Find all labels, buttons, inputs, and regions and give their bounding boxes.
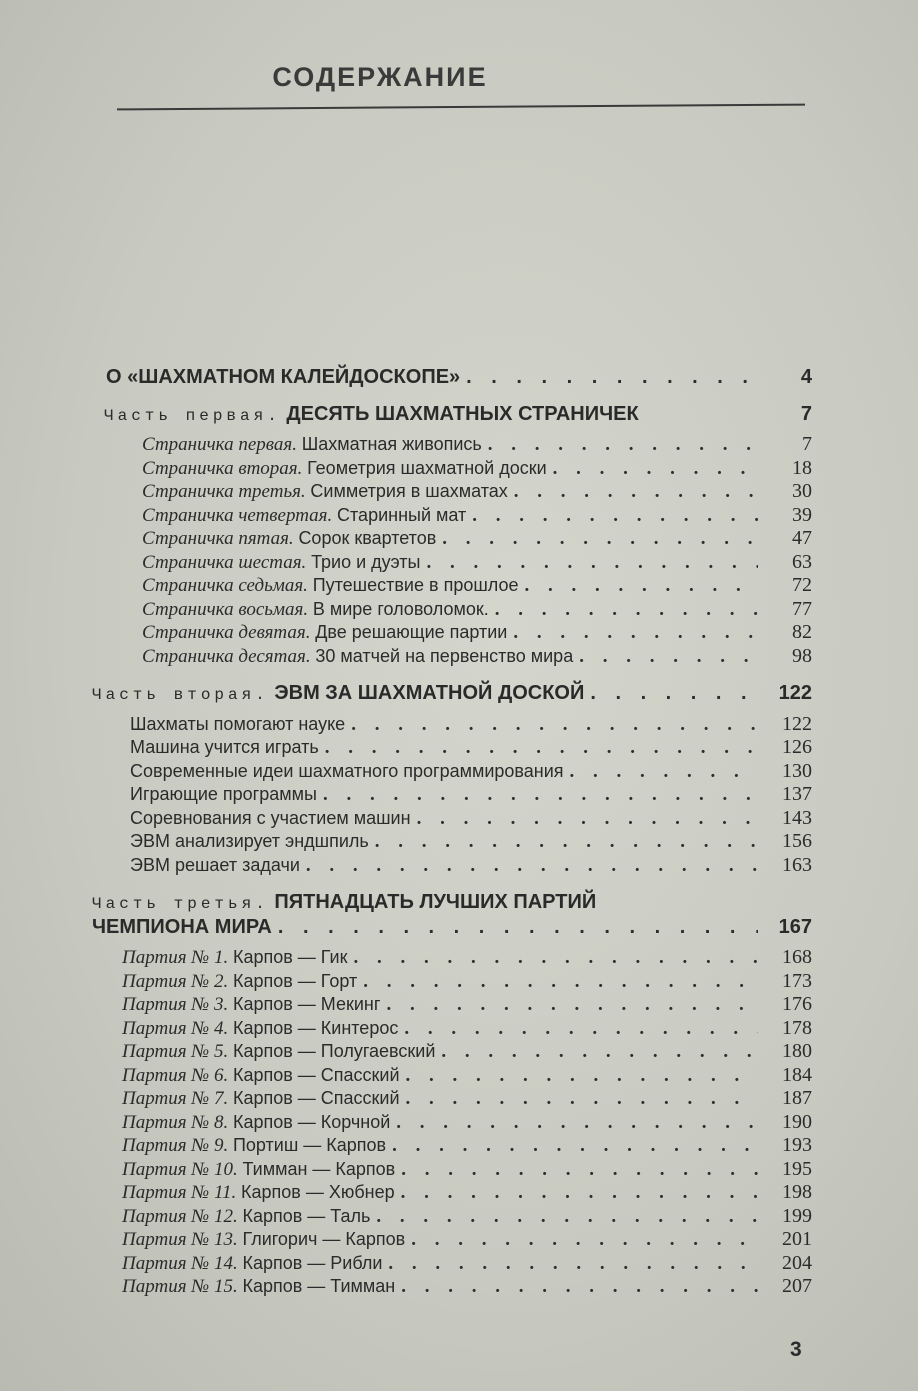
leader-dots xyxy=(426,552,758,575)
toc-entry xyxy=(92,1134,812,1158)
toc-entry-text: Карпов — Спасский xyxy=(232,1064,400,1085)
leader-dots xyxy=(553,458,758,481)
toc-entry-lead: Партия № 13. xyxy=(122,1229,238,1250)
toc-entry-lead: Страничка девятая. xyxy=(142,622,311,643)
toc-entry-text: ЭВМ решает задачи xyxy=(130,854,300,875)
toc-entry xyxy=(92,574,812,598)
toc-entry-text: Карпов — Полугаевский xyxy=(232,1041,436,1061)
toc-entry-page: 204 xyxy=(782,1251,812,1274)
page-title: СОДЕРЖАНИЕ xyxy=(272,62,488,92)
toc-entry-page: 137 xyxy=(782,783,812,805)
toc-entry-lead: Страничка вторая. xyxy=(142,457,303,479)
toc-entry-lead: Партия № 14. xyxy=(122,1252,238,1274)
toc-entry-text: Играющие программы xyxy=(130,784,317,804)
leader-dots xyxy=(401,1159,758,1182)
toc-entry-text: Путешествие в прошлое xyxy=(312,575,519,595)
toc-entry-page: 63 xyxy=(792,550,812,573)
toc-entry-lead: Страничка четвертая. xyxy=(142,504,333,526)
toc-entry-text: Карпов — Рибли xyxy=(242,1252,383,1273)
toc-entry-text: Карпов — Корчной xyxy=(232,1111,391,1132)
toc-entry-page: 122 xyxy=(782,712,812,735)
leader-dots xyxy=(441,1041,758,1064)
toc-entry-lead: Партия № 12. xyxy=(122,1205,238,1227)
toc-entry-page: 193 xyxy=(782,1134,812,1156)
leader-dots xyxy=(396,1112,758,1135)
leader-dots xyxy=(525,575,758,598)
leader-dots xyxy=(406,1088,758,1111)
toc-entry-page: 178 xyxy=(782,1016,812,1039)
toc-entry-text: Сорок квартетов xyxy=(298,528,437,548)
toc-intro-text: О «ШАХМАТНОМ КАЛЕЙДОСКОПЕ» xyxy=(106,366,461,388)
part3-list xyxy=(92,946,812,1299)
toc-entry-lead: Партия № 8. xyxy=(122,1111,229,1133)
toc-entry xyxy=(92,1275,812,1299)
toc-entry-text: Карпов — Горт xyxy=(232,970,358,991)
toc-entry xyxy=(92,946,812,970)
leader-dots xyxy=(513,622,758,645)
leader-dots xyxy=(406,1065,758,1088)
toc-entry-page: 173 xyxy=(782,969,812,992)
leader-dots xyxy=(376,1206,758,1229)
toc-part1-heading xyxy=(92,403,812,428)
toc-entry xyxy=(92,1252,812,1276)
part2-prefix: Часть вторая. xyxy=(92,686,269,704)
part1-prefix: Часть первая. xyxy=(104,406,281,425)
toc-entry-page: 198 xyxy=(782,1181,812,1203)
toc-entry-text: Карпов — Кинтерос xyxy=(232,1017,399,1038)
toc-entry-lead: Партия № 6. xyxy=(122,1064,229,1086)
leader-dots xyxy=(579,646,758,669)
toc-entry-lead: Страничка десятая. xyxy=(142,645,311,667)
part2-title: ЭВМ ЗА ШАХМАТНОЙ ДОСКОЙ xyxy=(274,682,585,704)
toc-intro-page: 4 xyxy=(800,366,812,388)
toc-entry-lead: Партия № 3. xyxy=(122,994,229,1015)
toc-entry-text: В мире головоломок. xyxy=(312,598,489,619)
leader-dots xyxy=(325,737,758,760)
toc-intro xyxy=(92,366,812,389)
toc-entry-text: Симметрия в шахматах xyxy=(310,481,508,501)
leader-dots xyxy=(514,481,758,504)
title-rule xyxy=(117,104,805,111)
part3-title-line2: ЧЕМПИОНА МИРА xyxy=(92,915,272,938)
toc-entry xyxy=(92,457,812,481)
toc-entry-page: 77 xyxy=(792,597,812,620)
toc-entry xyxy=(92,645,812,669)
toc-entry-lead: Партия № 7. xyxy=(122,1088,229,1109)
toc-entry-page: 207 xyxy=(782,1275,812,1297)
toc-entry-page: 156 xyxy=(782,830,812,852)
leader-dots xyxy=(388,1253,758,1276)
toc-entry xyxy=(92,527,812,551)
toc-entry-lead: Страничка седьмая. xyxy=(142,575,308,596)
toc-entry xyxy=(92,830,812,854)
leader-dots xyxy=(411,1229,758,1252)
toc-entry-text: Соревнования с участием машин xyxy=(130,807,411,828)
toc-entry-text: Две решающие партии xyxy=(315,622,508,642)
leader-dots xyxy=(386,994,758,1017)
toc-entry xyxy=(92,783,812,807)
toc-entry-page: 168 xyxy=(782,946,812,968)
toc-entry-text: Карпов — Таль xyxy=(242,1205,371,1226)
toc-entry xyxy=(92,1228,812,1252)
toc-entry-text: 30 матчей на первенство мира xyxy=(315,645,574,666)
toc-entry-page: 47 xyxy=(792,527,812,549)
toc-entry xyxy=(92,736,812,760)
toc-part2-heading xyxy=(92,682,812,707)
toc-part3-heading-line2 xyxy=(92,916,812,939)
leader-dots xyxy=(401,1182,758,1205)
toc-entry-text: Карпов — Мекинг xyxy=(232,994,381,1014)
toc-entry-text: Геометрия шахматной доски xyxy=(307,457,547,478)
toc-entry xyxy=(92,621,812,645)
leader-dots xyxy=(323,784,758,807)
toc-entry-text: Современные идеи шахматного программирования xyxy=(130,760,564,781)
table-of-contents xyxy=(92,366,812,1299)
toc-entry-lead: Страничка первая. xyxy=(142,434,297,455)
toc-entry xyxy=(92,713,812,737)
toc-entry xyxy=(92,480,812,504)
toc-entry xyxy=(92,598,812,622)
toc-entry-lead: Страничка третья. xyxy=(142,481,306,502)
toc-entry-lead: Партия № 11. xyxy=(122,1182,237,1203)
toc-entry xyxy=(92,504,812,528)
toc-entry-page: 126 xyxy=(782,736,812,758)
toc-entry-page: 18 xyxy=(792,456,812,479)
toc-entry-page: 184 xyxy=(782,1063,812,1086)
toc-entry xyxy=(92,807,812,831)
toc-entry xyxy=(92,854,812,878)
leader-dots xyxy=(351,714,758,737)
part1-list xyxy=(92,433,812,668)
part3-page: 167 xyxy=(778,915,812,938)
part2-list xyxy=(92,713,812,878)
leader-dots xyxy=(590,682,758,705)
toc-entry-lead: Партия № 1. xyxy=(122,947,229,968)
leader-dots xyxy=(404,1018,758,1041)
toc-entry-page: 130 xyxy=(782,759,812,782)
leader-dots xyxy=(278,916,758,939)
toc-entry xyxy=(92,1017,812,1041)
toc-entry-page: 190 xyxy=(782,1110,812,1133)
leader-dots xyxy=(306,855,758,878)
leader-dots xyxy=(353,947,758,970)
leader-dots xyxy=(570,761,758,784)
toc-entry xyxy=(92,1087,812,1111)
toc-entry-lead: Партия № 2. xyxy=(122,970,229,992)
toc-part3-heading xyxy=(92,891,812,916)
leader-dots xyxy=(401,1276,758,1299)
leader-dots xyxy=(466,366,758,389)
toc-entry-text: ЭВМ анализирует эндшпиль xyxy=(130,831,369,851)
part2-page: 122 xyxy=(778,682,812,704)
toc-entry-text: Шахматы помогают науке xyxy=(130,713,346,734)
toc-entry xyxy=(92,433,812,457)
toc-entry-lead: Партия № 9. xyxy=(122,1135,229,1156)
toc-entry xyxy=(92,551,812,575)
toc-entry xyxy=(92,1158,812,1182)
toc-entry-page: 72 xyxy=(792,574,812,596)
toc-entry-text: Тимман — Карпов xyxy=(242,1158,396,1179)
toc-entry-text: Старинный мат xyxy=(337,504,467,525)
toc-entry-lead: Партия № 5. xyxy=(122,1041,229,1062)
toc-entry xyxy=(92,970,812,994)
toc-entry-text: Трио и дуэты xyxy=(311,551,421,572)
toc-entry-text: Глигорич — Карпов xyxy=(242,1229,406,1249)
toc-entry-text: Карпов — Тимман xyxy=(242,1276,396,1296)
leader-dots xyxy=(442,528,758,551)
toc-entry-lead: Партия № 15. xyxy=(122,1276,238,1297)
toc-entry-text: Портиш — Карпов xyxy=(232,1135,387,1155)
part3-prefix: Часть третья. xyxy=(92,895,269,913)
leader-dots xyxy=(417,808,758,831)
toc-entry-page: 30 xyxy=(792,480,812,502)
leader-dots xyxy=(472,505,758,528)
toc-entry-page: 180 xyxy=(782,1040,812,1062)
toc-entry-lead: Страничка шестая. xyxy=(142,551,307,573)
toc-entry-page: 39 xyxy=(792,503,812,526)
toc-entry-lead: Партия № 4. xyxy=(122,1017,229,1039)
part1-title: ДЕСЯТЬ ШАХМАТНЫХ СТРАНИЧЕК xyxy=(286,402,639,425)
toc-entry-lead: Партия № 10. xyxy=(122,1158,238,1180)
toc-entry-page: 163 xyxy=(782,853,812,876)
toc-entry-page: 201 xyxy=(782,1228,812,1250)
toc-entry xyxy=(92,760,812,784)
toc-entry-text: Карпов — Гик xyxy=(232,947,348,967)
toc-entry-page: 199 xyxy=(782,1204,812,1227)
toc-entry xyxy=(92,993,812,1017)
leader-dots xyxy=(375,831,758,854)
toc-entry-page: 195 xyxy=(782,1157,812,1180)
toc-entry xyxy=(92,1064,812,1088)
leader-dots xyxy=(363,971,758,994)
toc-entry-page: 82 xyxy=(792,621,812,643)
toc-entry-page: 7 xyxy=(802,433,812,455)
toc-entry-page: 98 xyxy=(792,644,812,667)
toc-entry-text: Машина учится играть xyxy=(130,737,319,757)
toc-entry xyxy=(92,1040,812,1064)
toc-entry-lead: Страничка восьмая. xyxy=(142,598,309,620)
toc-entry-lead: Страничка пятая. xyxy=(142,528,294,549)
leader-dots xyxy=(392,1135,758,1158)
part3-title-line1: ПЯТНАДЦАТЬ ЛУЧШИХ ПАРТИЙ xyxy=(274,891,597,913)
page-number: 3 xyxy=(790,1338,802,1361)
leader-dots xyxy=(488,434,758,457)
toc-entry-text: Карпов — Хюбнер xyxy=(241,1182,395,1202)
toc-entry-page: 143 xyxy=(782,806,812,829)
toc-entry-text: Карпов — Спасский xyxy=(232,1088,400,1108)
toc-entry xyxy=(92,1181,812,1205)
toc-entry-page: 187 xyxy=(782,1087,812,1109)
toc-entry-text: Шахматная живопись xyxy=(301,434,482,454)
toc-entry xyxy=(92,1205,812,1229)
part1-page: 7 xyxy=(800,402,812,425)
toc-entry xyxy=(92,1111,812,1135)
toc-entry-page: 176 xyxy=(782,993,812,1015)
leader-dots xyxy=(495,599,758,622)
